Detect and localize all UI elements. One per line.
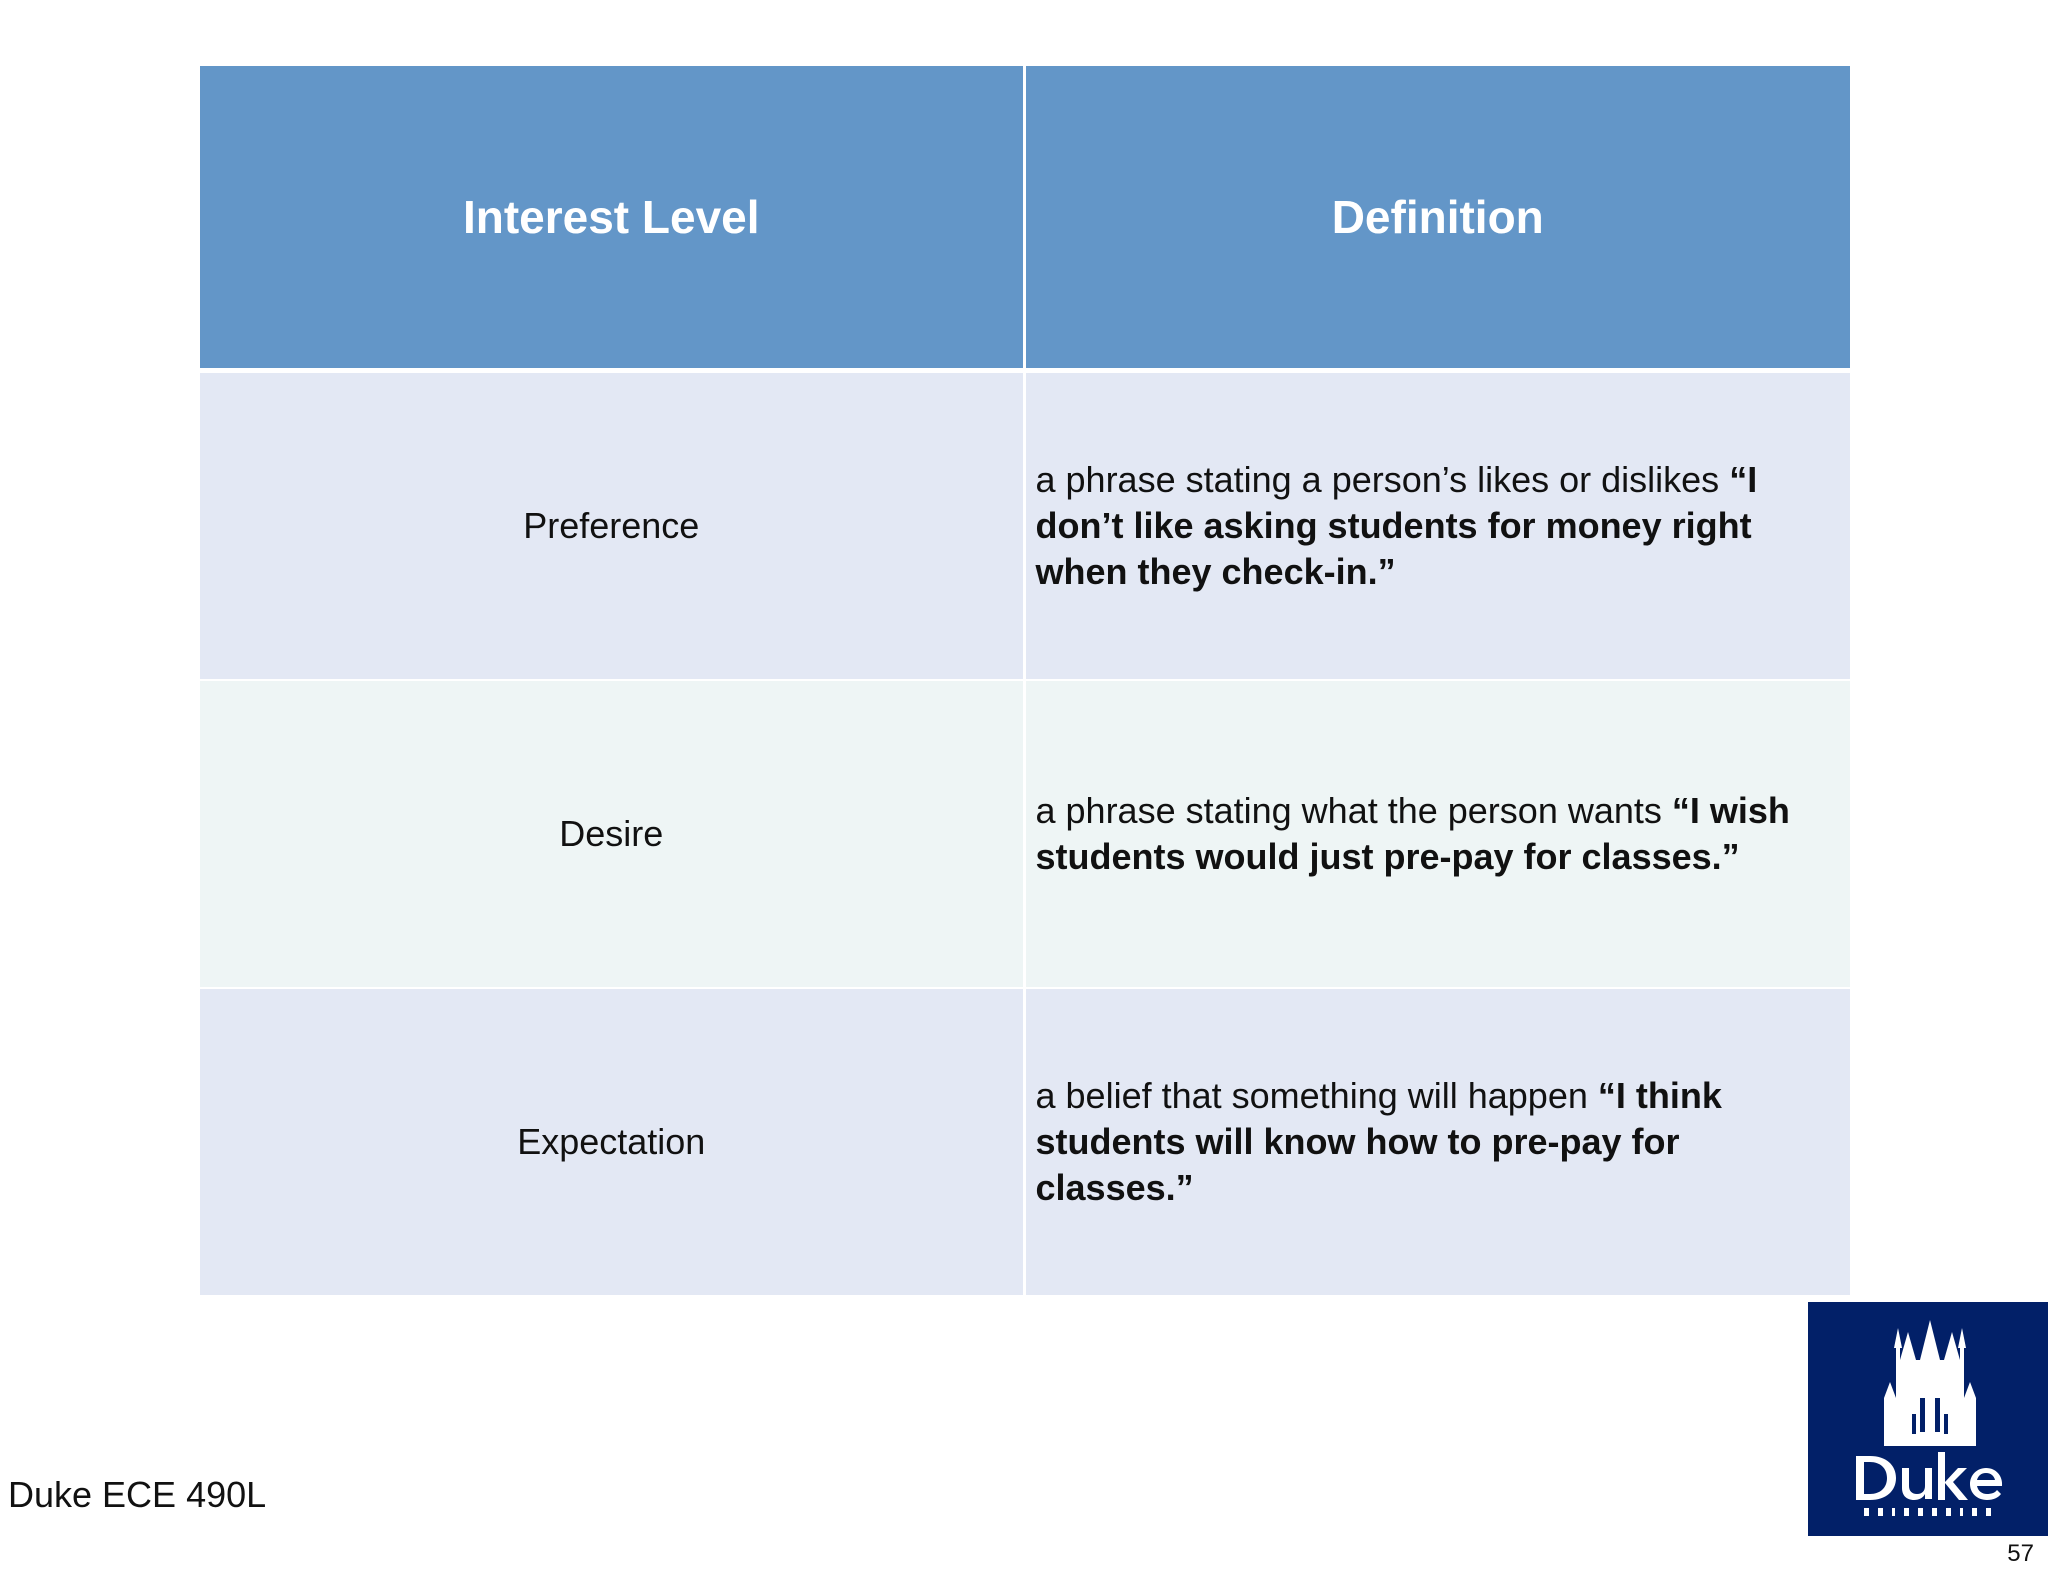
definition-text: a phrase stating a person’s likes or dislikes	[1035, 459, 1730, 500]
definition-cell	[1024, 680, 1850, 988]
table-row	[200, 680, 1850, 988]
level-cell: Desire	[200, 680, 1024, 988]
definition-quote: “I don’t like asking students for money right when they check-in.”	[1035, 459, 1758, 592]
definition-quote: “I wish students would just pre-pay for classes.”	[1035, 790, 1790, 877]
definition-cell	[1024, 988, 1850, 1295]
duke-chapel-icon	[1808, 1302, 2048, 1536]
table-row	[200, 988, 1850, 1295]
header-interest-level: Interest Level	[200, 66, 1024, 371]
table-header-row	[200, 66, 1850, 371]
page-number: 57	[2007, 1540, 2034, 1567]
duke-university-logo	[1808, 1302, 2048, 1536]
course-label: Duke ECE 490L	[8, 1474, 267, 1515]
table-row	[200, 371, 1850, 681]
interest-level-table	[200, 66, 1850, 1295]
header-definition: Definition	[1024, 66, 1850, 371]
definition-text: a belief that something will happen	[1035, 1075, 1598, 1116]
definition-quote: “I think students will know how to pre-pay for classes.”	[1035, 1075, 1722, 1208]
definition-cell	[1024, 371, 1850, 681]
level-cell: Preference	[200, 371, 1024, 681]
level-cell: Expectation	[200, 988, 1024, 1295]
definition-text: a phrase stating what the person wants	[1035, 790, 1672, 831]
